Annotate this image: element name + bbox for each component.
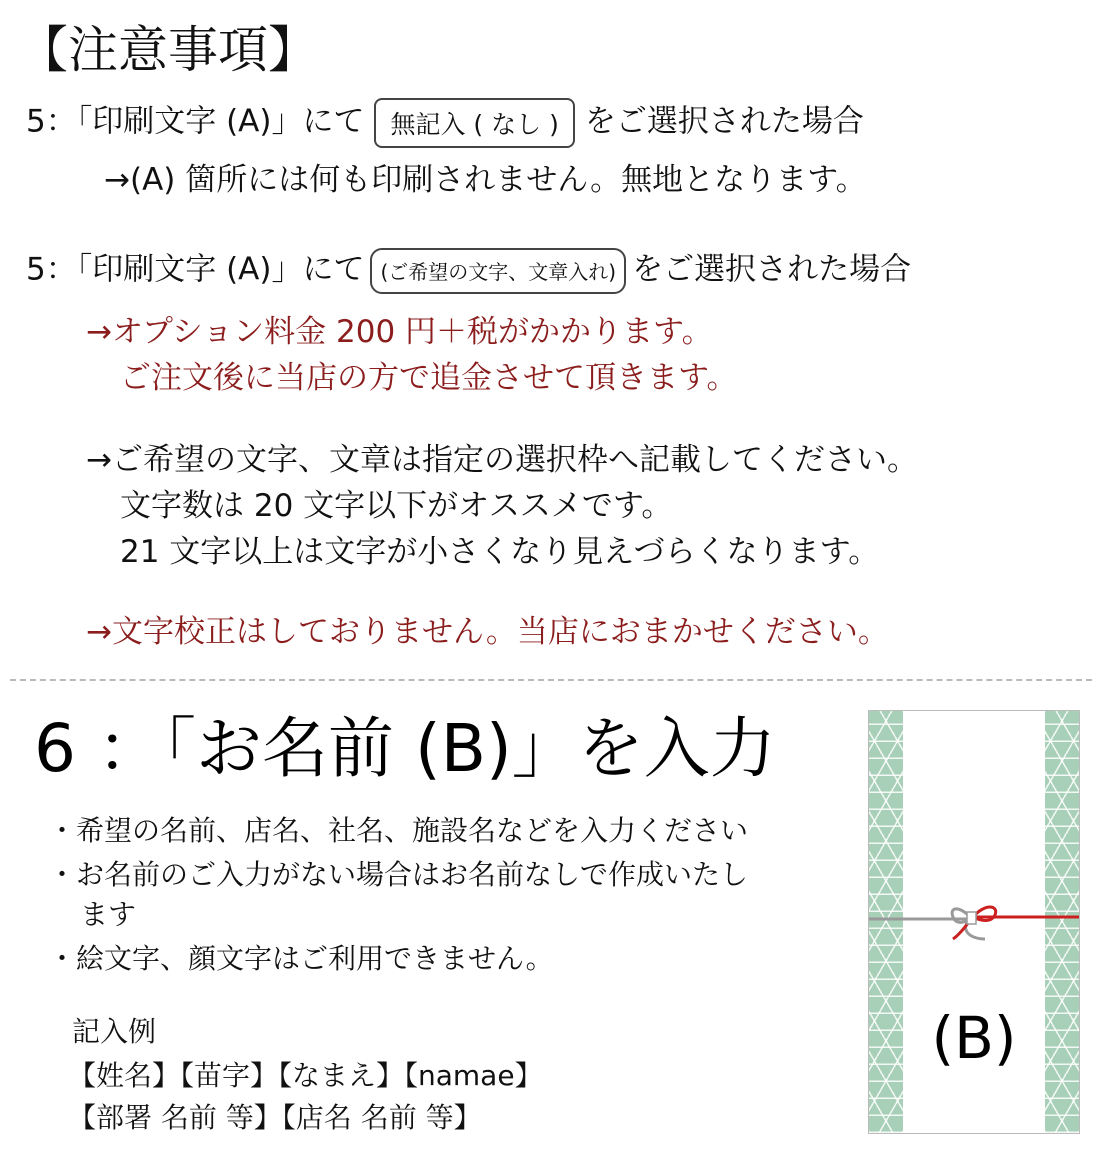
name-section-title: 6 ：「お名前 (B)」を入力 (34, 710, 776, 787)
example-line-1: 【姓名】【苗字】【なまえ】【namae】 (68, 1059, 543, 1092)
info-line-1: →ご希望の文字、文章は指定の選択枠へ記載してください。 (86, 442, 918, 478)
bullet-item: ・絵文字、顔文字はご利用できません。 (48, 942, 554, 975)
noshi-b-label: (B) (931, 1004, 1017, 1072)
case1-result: →(A) 箇所には何も印刷されません。無地となります。 (104, 162, 867, 198)
case1-option-box: 無記入 ( なし ) (374, 98, 574, 148)
info-line-2: 文字数は 20 文字以下がオススメです。 (120, 488, 673, 524)
case2-prefix: 5：「印刷文字 (A)」にて (26, 251, 365, 288)
example-label: 記入例 (72, 1015, 157, 1048)
noshi-paper-illustration (868, 710, 1080, 1134)
fee-line-1: →オプション料金 200 円＋税がかかります。 (86, 314, 713, 350)
bullet-item: ・お名前のご入力がない場合はお名前なしで作成いたし (48, 858, 749, 891)
fee-line-2: ご注文後に当店の方で追金させて頂きます。 (120, 360, 738, 396)
case1-line (26, 98, 864, 148)
example-line-2: 【部署 名前 等】【店名 名前 等】 (68, 1101, 482, 1134)
case2-suffix: をご選択された場合 (632, 251, 912, 288)
case1-prefix: 5：「印刷文字 (A)」にて (26, 103, 365, 140)
proofreading-warning: →文字校正はしておりません。当店におまかせください。 (86, 614, 889, 650)
case1-suffix: をご選択された場合 (584, 103, 864, 140)
bullet-item-continued: ます (80, 898, 137, 931)
case2-line (26, 248, 911, 294)
section-divider (10, 679, 1092, 681)
notice-title: 【注意事項】 (18, 21, 318, 79)
info-line-3: 21 文字以上は文字が小さくなり見えづらくなります。 (120, 534, 880, 570)
case2-option-box: (ご希望の文字、文章入れ) (370, 248, 626, 294)
mizuhiki-knot-icon (869, 895, 1080, 945)
bullet-item: ・希望の名前、店名、社名、施設名などを入力ください (48, 814, 749, 847)
